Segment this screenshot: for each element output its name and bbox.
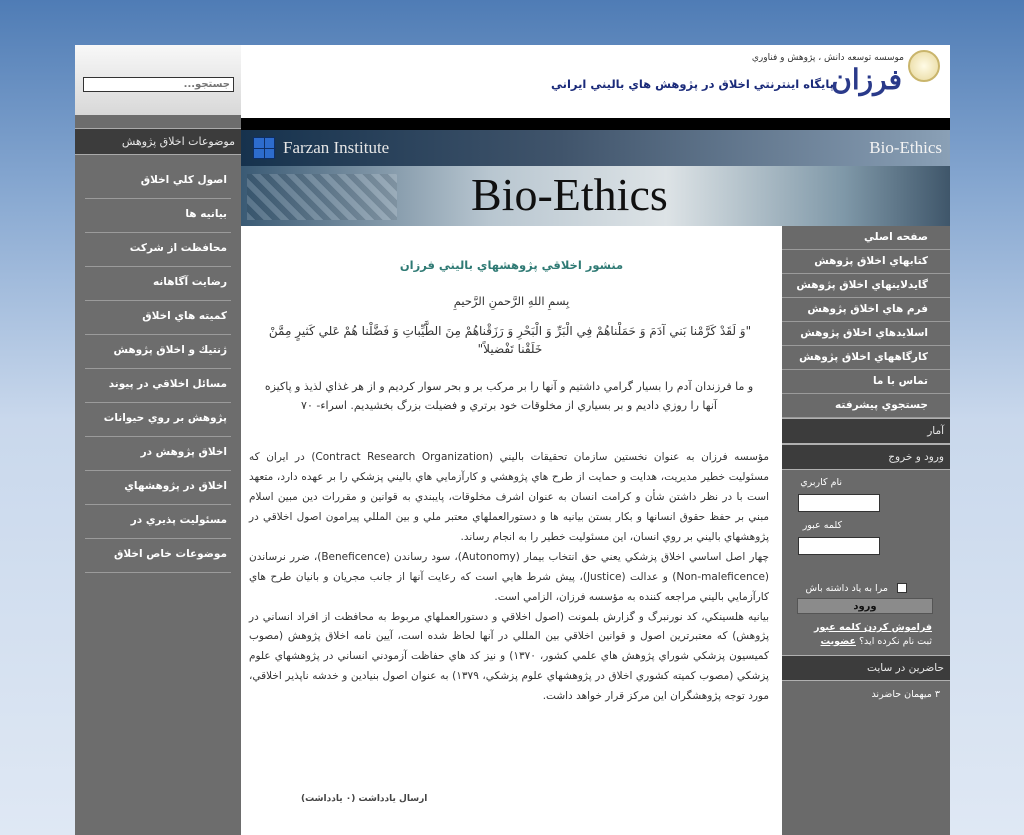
paragraph: بيانيه هلسينكي، كد نورنبرگ و گزارش بلمونت (اصول اخلاقي و دستورالعملهاي مربوط به محافظت از افراد انساني در پژوهش) كه معتبرترين اصول و قوانين اخلاقي بين المللي در آنها لحاظ شده است، آيين نامه اخلاق پژوهش (مصوب كميسيون پزشكي شوراي پژوهش هاي علمي كشور، ۱۳۷۰) و نيز كد هاي حفاظت آزمودني انساني در پژوهشهاي علوم پزشكي (مصوب كميته كشوري اخلاق در پژوهشهاي علوم پزشكي، ۱۳۷۹) به عنوان اصول بنيادين و خدشه ناپذير اخلاقي، مورد توجه پژوهشگران اين مركز قرار خواهد داشت. — [249, 610, 769, 703]
register-prompt: ثبت نام نكرده ايد؟ — [859, 636, 932, 647]
bioethics-banner-title: Bio-Ethics — [471, 169, 668, 220]
sidebar-item-participant-protection[interactable]: محافظت از شركت — [85, 233, 231, 267]
remember-me-label: مرا به ياد داشته باش — [805, 583, 888, 594]
page-frame — [75, 45, 950, 835]
username-field[interactable] — [798, 494, 880, 512]
nav-item-guidelines[interactable]: گايدلاينهاي اخلاق پژوهش — [782, 274, 950, 298]
site-header — [241, 45, 950, 118]
login-header: ورود و خروج — [782, 444, 950, 470]
paragraph: چهار اصل اساسي اخلاق پزشكي يعني حق انتخاب بيمار (Autonomy)، سود رساندن (Beneficence)، ضرر نرساندن (Non-maleficence) و عدالت (Justice)، پيش شرط هايي است كه رعايت آنها از جانب مجريان و بانيان طرح هاي كارآزمايي باليني مراجعه كننده به مؤسسه فرزان، الزامي است. — [249, 550, 770, 603]
login-form — [782, 470, 950, 620]
forgot-password-link[interactable]: فراموش كردن كلمه عبور — [814, 622, 932, 633]
bioethics-tag: Bio-Ethics — [869, 138, 942, 157]
institute-band — [241, 130, 950, 166]
window-square-icon — [253, 137, 275, 159]
nav-item-advanced-search[interactable]: جستجوي پيشرفته — [782, 394, 950, 418]
nav-item-contact[interactable]: تماس با ما — [782, 370, 950, 394]
username-label: نام كاربري — [800, 477, 842, 488]
sidebar-item-responsibility[interactable]: مسئوليت پذيري در — [85, 505, 231, 539]
login-button[interactable]: ورود — [797, 598, 933, 614]
nav-item-workshops[interactable]: كارگاههاي اخلاق پژوهش — [782, 346, 950, 370]
left-sidebar — [75, 45, 241, 835]
sidebar-item-ethics-in-research[interactable]: اخلاق در پژوهشهاي — [85, 471, 231, 505]
stats-header[interactable]: آمار — [782, 418, 950, 444]
sidebar-item-research-ethics-in[interactable]: اخلاق پژوهش در — [85, 437, 231, 471]
institute-name: Farzan Institute — [283, 138, 390, 157]
sidebar-item-statements[interactable]: بيانيه ها — [85, 199, 231, 233]
sidebar-item-transplant[interactable]: مسائل اخلاقي در پيوند — [85, 369, 231, 403]
online-header: حاضرين در سايت — [782, 655, 950, 681]
sidebar-item-general-principles[interactable]: اصول كلي اخلاق — [85, 165, 231, 199]
verse-translation: و ما فرزندان آدم را بسيار گرامي داشتيم و آنها را بر مركب بر و بحر سوار كرديم و از هر غذاي لذيذ و پاكيزه آنها را روزي داديم و بر بسياري از مخلوقات خود برتري و فضيلت بزرگ بخشيديم. اسراء- ۷۰ — [264, 380, 754, 412]
nav-item-books[interactable]: كتابهاي اخلاق پژوهش — [782, 250, 950, 274]
right-sidebar — [782, 226, 950, 835]
sidebar-item-genetics[interactable]: ژنتيك و اخلاق پژوهش — [85, 335, 231, 369]
molecule-pattern — [247, 174, 397, 220]
header-divider — [241, 118, 950, 130]
sidebar-item-animal-research[interactable]: پژوهش بر روي حيوانات — [85, 403, 231, 437]
post-comment-link[interactable]: ارسال يادداشت (۰ يادداشت) — [301, 794, 428, 804]
remember-me-checkbox[interactable] — [897, 583, 907, 593]
nav-item-forms[interactable]: فرم هاي اخلاق پژوهش — [782, 298, 950, 322]
brand-name: فرزان — [831, 63, 902, 96]
page-title: منشور اخلاقي پژوهشهاي باليني فرزان — [399, 258, 624, 272]
search-area — [75, 45, 241, 115]
main-content — [241, 226, 782, 835]
sidebar-item-ethics-committees[interactable]: كميته هاي اخلاق — [85, 301, 231, 335]
password-label: كلمه عبور — [802, 520, 842, 531]
main-nav-menu — [782, 226, 950, 418]
search-input[interactable] — [83, 77, 234, 92]
site-subtitle: پايگاه اينترنتي اخلاق در پژوهش هاي باليني ايراني — [551, 77, 834, 91]
quran-verse: "وَ لَقَدْ كَرَّمْنا بَني آدَمَ وَ حَمَلْناهُمْ فِي الْبَرِّ وَ الْبَحْرِ وَ رَزَقْناهُمْ مِنَ الطَّيِّباتِ وَ فَضَّلْنا هُمْ عَلي كَثيرٍ مِمَّنْ خَلَقْنا تَفْضيلاً" — [268, 324, 752, 356]
charter-body — [249, 448, 769, 707]
paragraph: مؤسسه فرزان به عنوان نخستين سازمان تحقيقات باليني (Contract Research Organization) در ايران كه مسئوليت خطير مديريت، هدايت و حمايت از طرح هاي پژوهشي و كارآزمايي هاي باليني پزشكي را بر عهده دارد، متعهد است با در نظر داشتن شأن و كرامت انسان به عنوان اشرف مخلوقات، پايبندي به قوانين و مقررات دين مبين اسلام مبني بر حفظ حقوق انسانها و بكار بستن بيانيه ها و دستورالعملهاي معتبر ملي و بين المللي پيرامون اصول اخلاقي در پژوهشهاي باليني بر روي انسان، اين مسئوليت خطير را به انجام رساند. — [249, 451, 769, 543]
register-link[interactable]: عضويت — [820, 636, 856, 647]
basmala: بِسمِ اللهِ الرَّحمنِ الرَّحيمِ — [453, 294, 570, 308]
nav-item-slides[interactable]: اسلايدهاي اخلاق پژوهش — [782, 322, 950, 346]
comment-link-wrap — [301, 794, 427, 804]
farzan-logo-icon — [908, 50, 940, 82]
sidebar-item-special-topics[interactable]: موضوعات خاص اخلاق — [85, 539, 231, 573]
left-sidebar-header: موضوعات اخلاق پژوهش — [75, 128, 241, 155]
organization-line: موسسه توسعه دانش ، پژوهش و فناوري — [751, 53, 904, 63]
sidebar-item-informed-consent[interactable]: رضايت آگاهانه — [85, 267, 231, 301]
login-links — [782, 620, 950, 647]
left-topics-menu — [85, 165, 231, 573]
online-count: ۳ ميهمان حاضرند — [871, 689, 940, 700]
password-field[interactable] — [798, 537, 880, 555]
nav-item-home[interactable]: صفحه اصلي — [782, 226, 950, 250]
bioethics-banner-image — [241, 166, 950, 226]
